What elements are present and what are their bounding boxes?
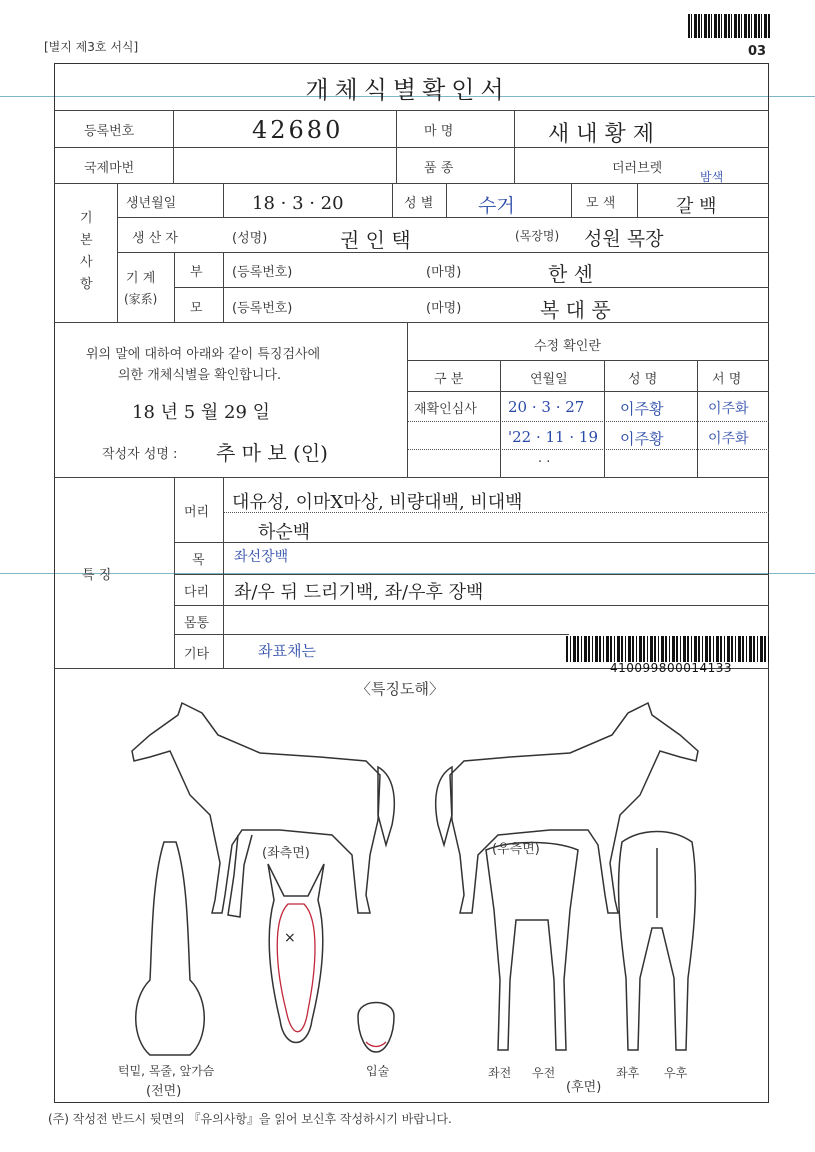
neck-chest-figure bbox=[130, 840, 210, 1060]
right-side-caption: (우측면) bbox=[492, 842, 540, 857]
other-value: 좌표채는 bbox=[258, 642, 316, 660]
color-value: 갈 백 bbox=[676, 196, 717, 217]
birth-label: 생년월일 bbox=[126, 196, 177, 211]
barcode-number: 410099800014133 bbox=[610, 661, 733, 675]
dam-name-tag: (마명) bbox=[426, 301, 462, 316]
diagram-title: 〈특징도해〉 bbox=[356, 680, 444, 698]
revision-title: 수정 확인란 bbox=[534, 339, 601, 354]
legs-value: 좌/우 뒤 드리기백, 좌/우후 장백 bbox=[234, 582, 484, 603]
footer-note: (주) 작성전 반드시 뒷면의 『유의사항』을 읽어 보신후 작성하시기 바랍니다. bbox=[48, 1112, 452, 1126]
revision-header-name: 성 명 bbox=[628, 372, 658, 387]
page-code: 03 bbox=[748, 44, 767, 59]
revision-row-name: 이주황 bbox=[620, 430, 664, 448]
confirm-text-1: 위의 말에 대하여 아래와 같이 특징검사에 bbox=[86, 347, 321, 362]
svg-text:×: × bbox=[284, 930, 296, 946]
revision-row-type: 재확인심사 bbox=[414, 402, 477, 417]
front-right-caption: 우전 bbox=[532, 1066, 556, 1080]
sire-value: 한 센 bbox=[548, 262, 593, 286]
legs-label: 다리 bbox=[184, 585, 210, 600]
front-legs-figure bbox=[480, 840, 584, 1060]
dam-label: 모 bbox=[190, 301, 203, 316]
color-label: 모 색 bbox=[586, 196, 616, 211]
lineage-hanja: (家系) bbox=[124, 292, 158, 306]
sex-label: 성 별 bbox=[404, 196, 434, 211]
revision-header-sign: 서 명 bbox=[712, 372, 742, 387]
inspector-label: 작성자 성명 : bbox=[102, 447, 178, 462]
confirm-text-2: 의한 개체식별을 확인합니다. bbox=[118, 368, 282, 383]
color-correction: 밤색 bbox=[700, 170, 724, 184]
form-label: [별지 제3호 서식] bbox=[44, 40, 139, 54]
front-left-caption: 좌전 bbox=[488, 1066, 512, 1080]
producer-label: 생 산 자 bbox=[132, 231, 178, 246]
sire-label: 부 bbox=[190, 265, 203, 280]
inspector-value: 추 마 보 (인) bbox=[216, 441, 328, 465]
hind-right-caption: 우후 bbox=[664, 1066, 688, 1080]
reg-no-label: 등록번호 bbox=[84, 124, 135, 139]
lip-figure bbox=[352, 996, 400, 1056]
chest-caption: 턱밑, 목줄, 앞가슴 bbox=[118, 1064, 215, 1078]
revision-row-name: 이주황 bbox=[620, 400, 664, 418]
front-view-caption: (전면) bbox=[146, 1084, 182, 1099]
dam-value: 복 대 풍 bbox=[540, 298, 611, 322]
other-label: 기타 bbox=[184, 647, 210, 662]
top-barcode bbox=[688, 14, 770, 38]
head-label: 머리 bbox=[184, 505, 210, 520]
breed-value: 더러브렛 bbox=[612, 161, 663, 176]
id-barcode bbox=[566, 636, 770, 662]
head-value-2: 하순백 bbox=[258, 522, 311, 543]
revision-row-date: · · bbox=[538, 455, 551, 470]
sire-name-tag: (마명) bbox=[426, 265, 462, 280]
revision-row-sign: 이주화 bbox=[708, 401, 749, 417]
lip-caption: 입술 bbox=[366, 1064, 390, 1078]
producer-name-tag: (성명) bbox=[232, 231, 268, 246]
birth-value: 18 · 3 · 20 bbox=[252, 193, 344, 214]
dam-reg-tag: (등록번호) bbox=[232, 301, 293, 316]
reg-no-value: 42680 bbox=[252, 116, 344, 144]
confirm-date: 18 년 5 월 29 일 bbox=[132, 402, 271, 423]
intl-no-label: 국제마번 bbox=[84, 161, 135, 176]
farm-value: 성원 목장 bbox=[584, 228, 664, 250]
revision-row-date: 20 · 3 · 27 bbox=[508, 398, 585, 416]
farm-tag: (목장명) bbox=[515, 229, 560, 243]
revision-row-date: '22 · 11 · 19 bbox=[508, 428, 598, 446]
form-title: 개체식별확인서 bbox=[305, 76, 510, 104]
horse-name-label: 마 명 bbox=[424, 124, 454, 139]
hind-legs-figure bbox=[612, 828, 702, 1058]
neck-label: 목 bbox=[192, 553, 205, 568]
horse-face-figure bbox=[258, 860, 334, 1060]
horse-name-value: 새 내 황 제 bbox=[548, 122, 654, 147]
neck-value: 좌선장백 bbox=[234, 549, 289, 565]
producer-name-value: 권 인 택 bbox=[340, 228, 411, 252]
sex-value: 수거 bbox=[478, 195, 515, 217]
revision-row-sign: 이주화 bbox=[708, 431, 749, 447]
revision-header-type: 구 분 bbox=[434, 372, 464, 387]
left-side-caption: (좌측면) bbox=[262, 846, 310, 861]
hind-left-caption: 좌후 bbox=[616, 1066, 640, 1080]
lineage-label: 기 계 bbox=[126, 271, 156, 286]
sire-reg-tag: (등록번호) bbox=[232, 265, 293, 280]
body-label: 몸통 bbox=[184, 616, 210, 631]
rear-view-caption: (후면) bbox=[566, 1080, 602, 1095]
head-value-1: 대유성, 이마X마상, 비량대백, 비대백 bbox=[232, 492, 523, 513]
features-section-label: 특 징 bbox=[82, 568, 112, 583]
breed-label: 품 종 bbox=[424, 161, 454, 176]
basic-section-label: 기 본 사 항 bbox=[80, 211, 93, 292]
revision-header-date: 연월일 bbox=[530, 372, 568, 387]
